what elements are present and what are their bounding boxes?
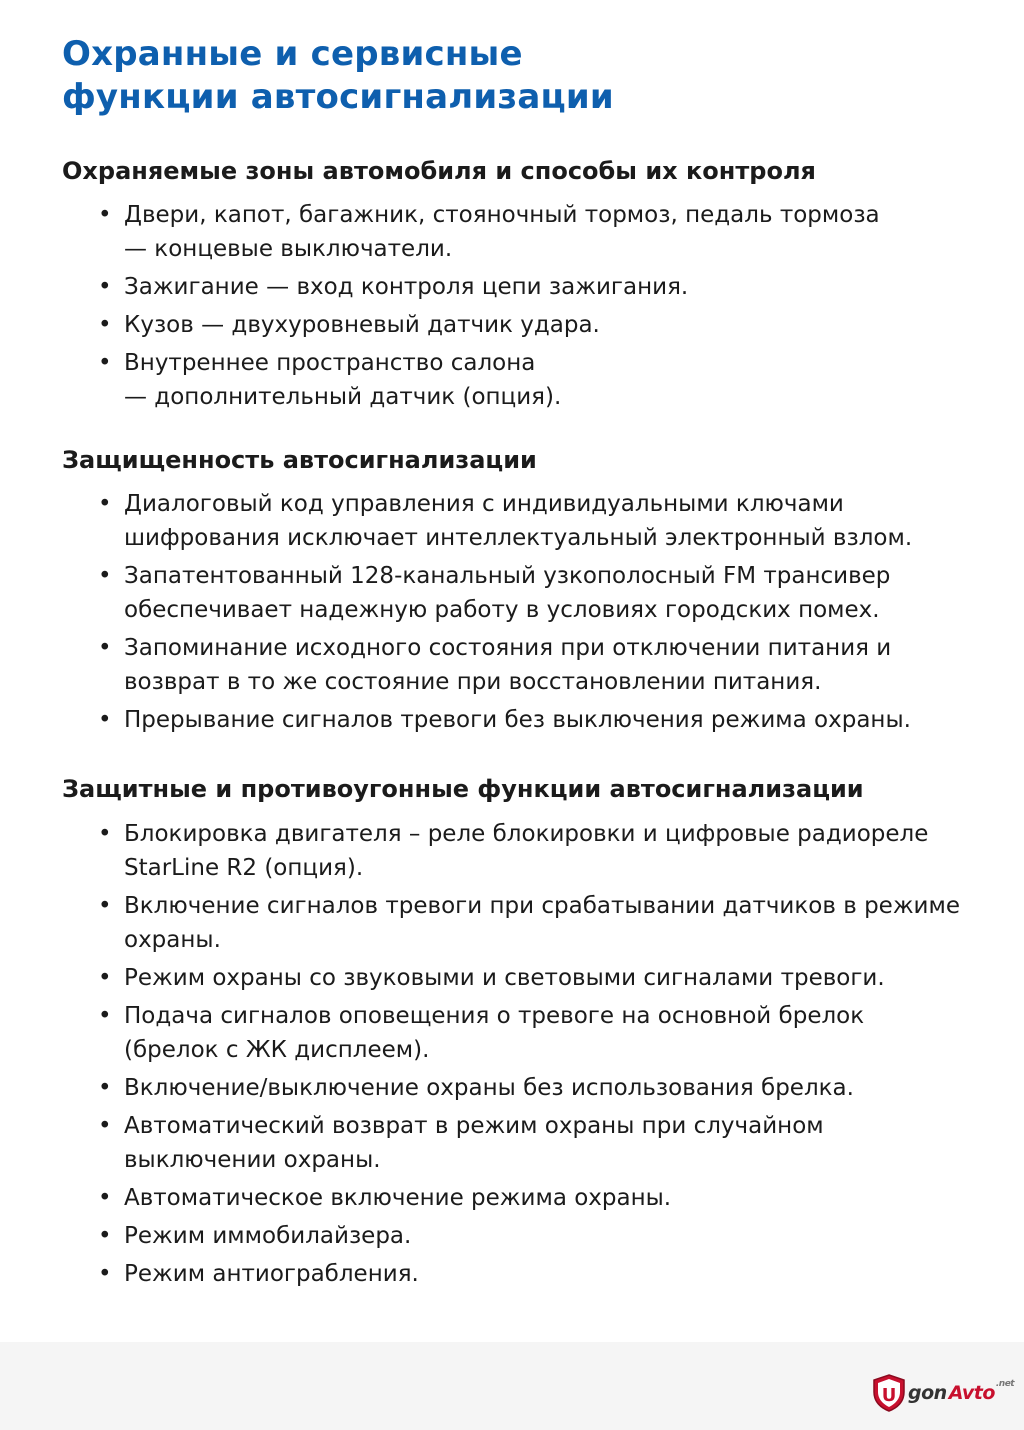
- list-item-line: шифрования исключает интеллектуальный электронный взлом.: [124, 525, 913, 551]
- list-item-line: Включение/выключение охраны без использования брелка.: [124, 1075, 854, 1101]
- section-heading-zones: Охраняемые зоны автомобиля и способы их контроля: [62, 157, 816, 185]
- list-item-line: Прерывание сигналов тревоги без выключения режима охраны.: [124, 707, 911, 733]
- list-item: [98, 703, 998, 737]
- list-item-line: Внутреннее пространство салона: [124, 350, 536, 376]
- section-heading-security: Защищенность автосигнализации: [62, 446, 537, 474]
- list-item-line: (брелок с ЖК дисплеем).: [124, 1037, 430, 1063]
- list-item: [98, 346, 998, 414]
- bullet-marker: •: [98, 1113, 112, 1139]
- bullet-marker: •: [98, 893, 112, 919]
- bullet-marker: •: [98, 202, 112, 228]
- bullet-marker: •: [98, 1003, 112, 1029]
- list-item-line: — концевые выключатели.: [124, 236, 453, 262]
- section-list-zones: [98, 198, 998, 418]
- bullet-marker: •: [98, 1185, 112, 1211]
- list-item-line: — дополнительный датчик (опция).: [124, 384, 562, 410]
- list-item-line: Зажигание — вход контроля цепи зажигания.: [124, 274, 689, 300]
- list-item: [98, 308, 998, 342]
- list-item: [98, 999, 998, 1067]
- list-item-line: Включение сигналов тревоги при срабатывании датчиков в режиме: [124, 893, 960, 919]
- bullet-marker: •: [98, 707, 112, 733]
- bullet-marker: •: [98, 1075, 112, 1101]
- list-item-line: возврат в то же состояние при восстановлении питания.: [124, 669, 822, 695]
- list-item: [98, 270, 998, 304]
- bullet-marker: •: [98, 274, 112, 300]
- logo-word-gon: gon: [908, 1382, 947, 1404]
- section-list-security: [98, 487, 998, 741]
- list-item-line: Автоматический возврат в режим охраны при случайном: [124, 1113, 824, 1139]
- shield-letter: U: [881, 1385, 897, 1406]
- list-item: [98, 1219, 998, 1253]
- list-item: [98, 559, 998, 627]
- bullet-marker: •: [98, 350, 112, 376]
- list-item: [98, 1071, 998, 1105]
- logo-word-avto: Avto: [948, 1382, 995, 1404]
- section-heading-protection: Защитные и противоугонные функции автосигнализации: [62, 775, 864, 803]
- page-title: [62, 33, 614, 119]
- list-item: [98, 631, 998, 699]
- list-item-line: Режим охраны со звуковыми и световыми сигналами тревоги.: [124, 965, 885, 991]
- list-item-line: Двери, капот, багажник, стояночный тормоз, педаль тормоза: [124, 202, 880, 228]
- list-item: [98, 487, 998, 555]
- page-title-line-2: функции автосигнализации: [62, 77, 614, 117]
- list-item-line: Блокировка двигателя – реле блокировки и цифровые радиореле: [124, 821, 929, 847]
- list-item-line: Режим антиограбления.: [124, 1261, 419, 1287]
- bullet-marker: •: [98, 1223, 112, 1249]
- bullet-marker: •: [98, 491, 112, 517]
- list-item: [98, 198, 998, 266]
- section-list-protection: [98, 817, 998, 1295]
- bullet-marker: •: [98, 312, 112, 338]
- list-item: [98, 1257, 998, 1291]
- list-item: [98, 1109, 998, 1177]
- bullet-marker: •: [98, 1261, 112, 1287]
- logo-word-net: .net: [995, 1379, 1015, 1389]
- list-item: [98, 889, 998, 957]
- list-item-line: Подача сигналов оповещения о тревоге на основной брелок: [124, 1003, 865, 1029]
- list-item-line: выключении охраны.: [124, 1147, 381, 1173]
- list-item: [98, 961, 998, 995]
- ugonavto-logo: [872, 1373, 1014, 1413]
- bullet-marker: •: [98, 821, 112, 847]
- bullet-marker: •: [98, 635, 112, 661]
- list-item-line: Запоминание исходного состояния при отключении питания и: [124, 635, 892, 661]
- list-item: [98, 1181, 998, 1215]
- list-item-line: Режим иммобилайзера.: [124, 1223, 412, 1249]
- page-footer: [0, 1342, 1024, 1430]
- list-item-line: Автоматическое включение режима охраны.: [124, 1185, 672, 1211]
- bullet-marker: •: [98, 563, 112, 589]
- list-item-line: Кузов — двухуровневый датчик удара.: [124, 312, 600, 338]
- shield-icon: [872, 1374, 906, 1412]
- list-item-line: StarLine R2 (опция).: [124, 855, 364, 881]
- list-item-line: охраны.: [124, 927, 221, 953]
- list-item: [98, 817, 998, 885]
- page-title-line-1: Охранные и сервисные: [62, 34, 523, 74]
- list-item-line: Диалоговый код управления с индивидуальными ключами: [124, 491, 844, 517]
- bullet-marker: •: [98, 965, 112, 991]
- list-item-line: обеспечивает надежную работу в условиях городских помех.: [124, 597, 880, 623]
- list-item-line: Запатентованный 128-канальный узкополосный FM трансивер: [124, 563, 891, 589]
